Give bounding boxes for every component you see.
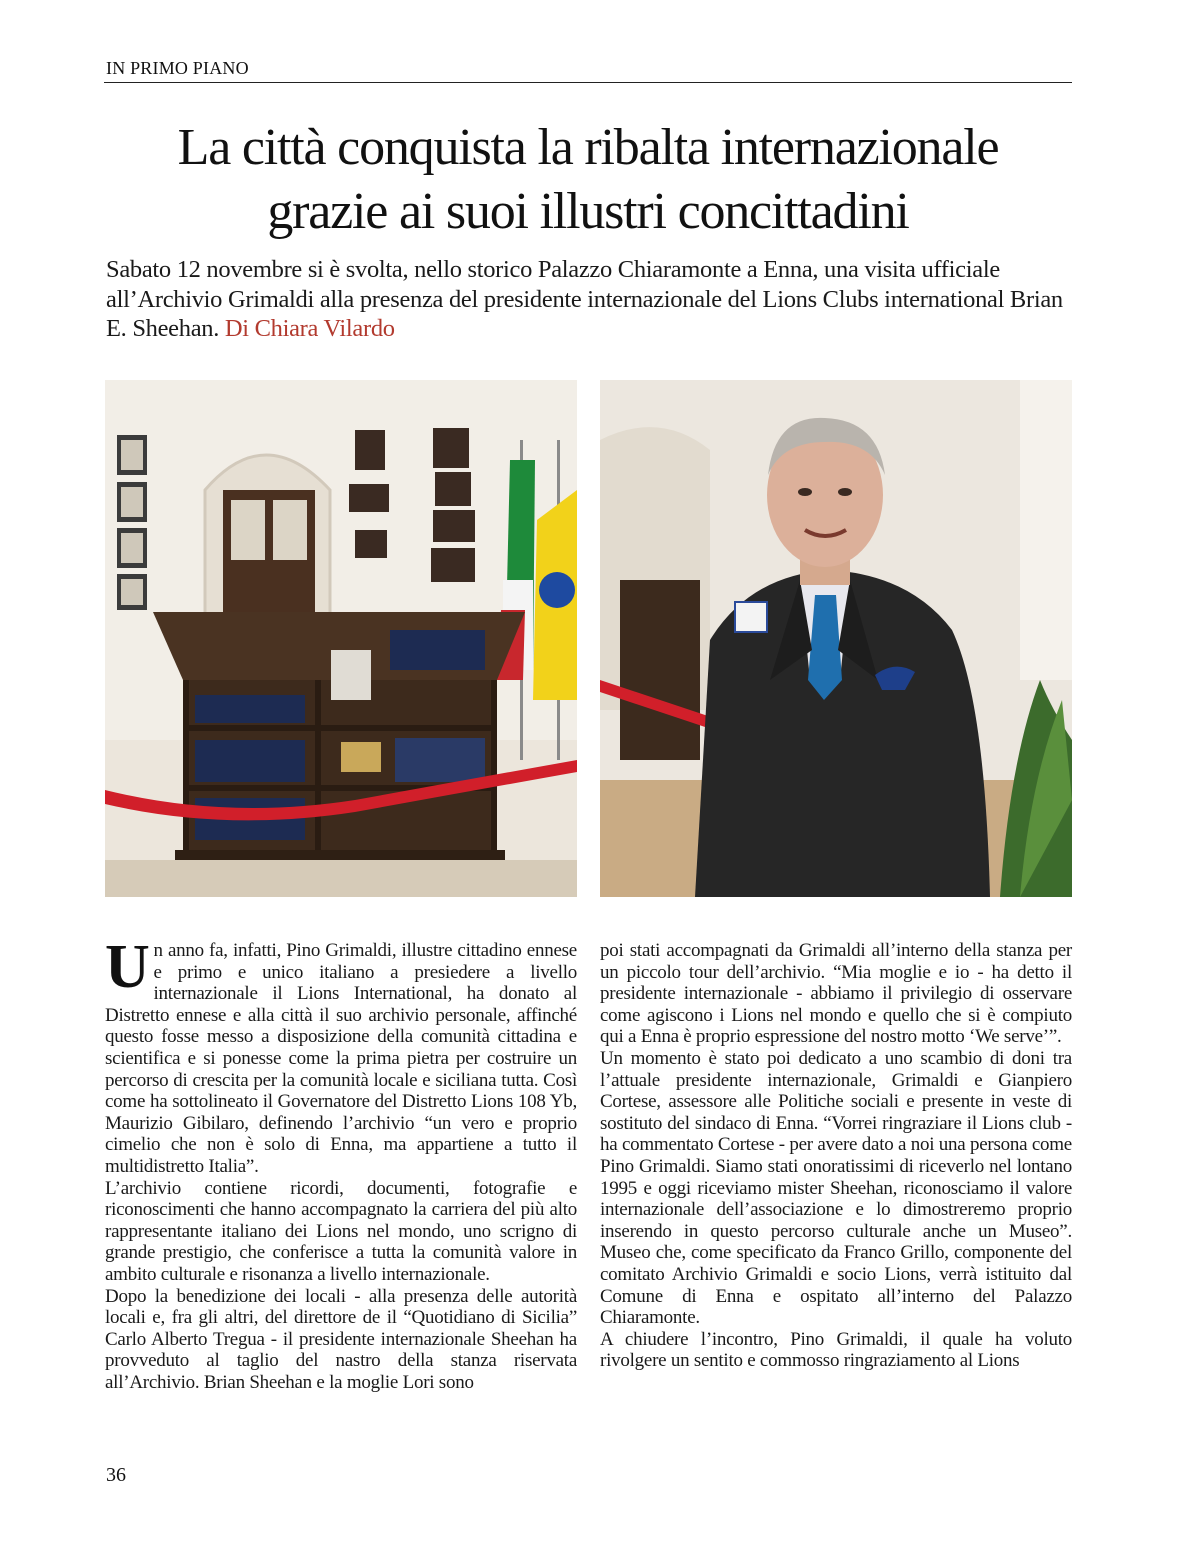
standfirst xyxy=(106,255,1074,344)
body-column-left xyxy=(105,933,577,1393)
portrait-illustration xyxy=(600,380,1072,897)
headline-line-1: La città conquista la ribalta internazionale xyxy=(177,119,999,176)
paragraph: poi stati accompagnati da Grimaldi all’interno della stanza per un piccolo tour dell’archivio. “Mia moglie e io - ha detto il presidente internazionale - abbiamo il privilegio di osservare come agiscono i Lions nel mondo e quello che si è compiuto qui a Enna è proprio espressione del nostro motto ‘We serve’”. xyxy=(600,940,1072,1048)
dropcap: U xyxy=(105,933,150,1001)
paragraph: A chiudere l’incontro, Pino Grimaldi, il quale ha voluto rivolgere un sentito e commosso ringraziamento al Lions xyxy=(600,1328,1072,1372)
paragraph: Dopo la benedizione dei locali - alla presenza delle autorità locali e, fra gli altri, del direttore de il “Quotidiano di Sicilia” Carlo Alberto Tregua - il presidente internazionale Sheehan ha provveduto al taglio del nastro della stanza riservata all’Archivio. Brian Sheehan e la moglie Lori sono xyxy=(105,1285,577,1393)
paragraph: L’archivio contiene ricordi, documenti, fotografie e riconoscimenti che hanno accompagnato la carriera del più alto rappresentante italiano dei Lions nel mondo, uno scrigno di grande prestigio, che conferisce a tutta la comunità valore in ambito culturale e risonanza a livello internazionale. xyxy=(105,1177,577,1285)
header-rule xyxy=(104,82,1072,83)
paragraph-text: n anno fa, infatti, Pino Grimaldi, illustre cittadino ennese e primo e unico italiano a presiedere a livello internazionale il Lions International, ha donato al Distretto ennese e alla città il suo archivio personale, affinché questo fosse messo a disposizione della comunità cittadina e scientifica e si ponesse come la prima pietra per costruire un percorso di crescita per la comunità locale e siciliana tutta. Così come ha sottolineato il Governatore del Distretto Lions 108 Yb, Maurizio Gibilaro, definendo l’archivio “un vero e proprio cimelio che non è solo di Enna, ma appartiene a tutto il multidistretto Italia”. xyxy=(105,940,577,1177)
page-number: 36 xyxy=(106,1464,126,1486)
headline xyxy=(104,116,1072,244)
section-label: IN PRIMO PIANO xyxy=(106,58,249,78)
byline: Di Chiara Vilardo xyxy=(224,315,395,342)
archive-room-illustration xyxy=(105,380,577,897)
paragraph xyxy=(105,933,577,1178)
paragraph: Un momento è stato poi dedicato a uno scambio di doni tra l’attuale presidente internazionale, Grimaldi e Gianpiero Cortese, assessore alle Politiche sociali e presente in veste di sostituto del sindaco di Enna. “Vorrei ringraziare il Lions club - ha commentato Cortese - per avere dato a noi una persona come Pino Grimaldi. Siamo stati onoratissimi di riceverlo nel lontano 1995 e oggi riceviamo mister Sheehan, riconosciamo il valore internazionale dell’associazione e lo dimostreremo proprio inserendo in questo percorso culturale anche un Museo”. Museo che, come specificato da Franco Grillo, componente del comitato Archivio Grimaldi e socio Lions, verrà istituito dal Comune di Enna e ospitato all’interno del Palazzo Chiaramonte. xyxy=(600,1047,1072,1329)
standfirst-text: Sabato 12 novembre si è svolta, nello storico Palazzo Chiaramonte a Enna, una visita ufficiale all’Archivio Grimaldi alla presenza del presidente internazionale del Lions Clubs international Brian E. Sheehan. xyxy=(106,256,1063,342)
headline-line-2: grazie ai suoi illustri concittadini xyxy=(267,183,909,240)
body-column-right xyxy=(600,940,1072,1372)
photo-archive-room xyxy=(105,380,577,897)
photo-portrait xyxy=(600,380,1072,897)
